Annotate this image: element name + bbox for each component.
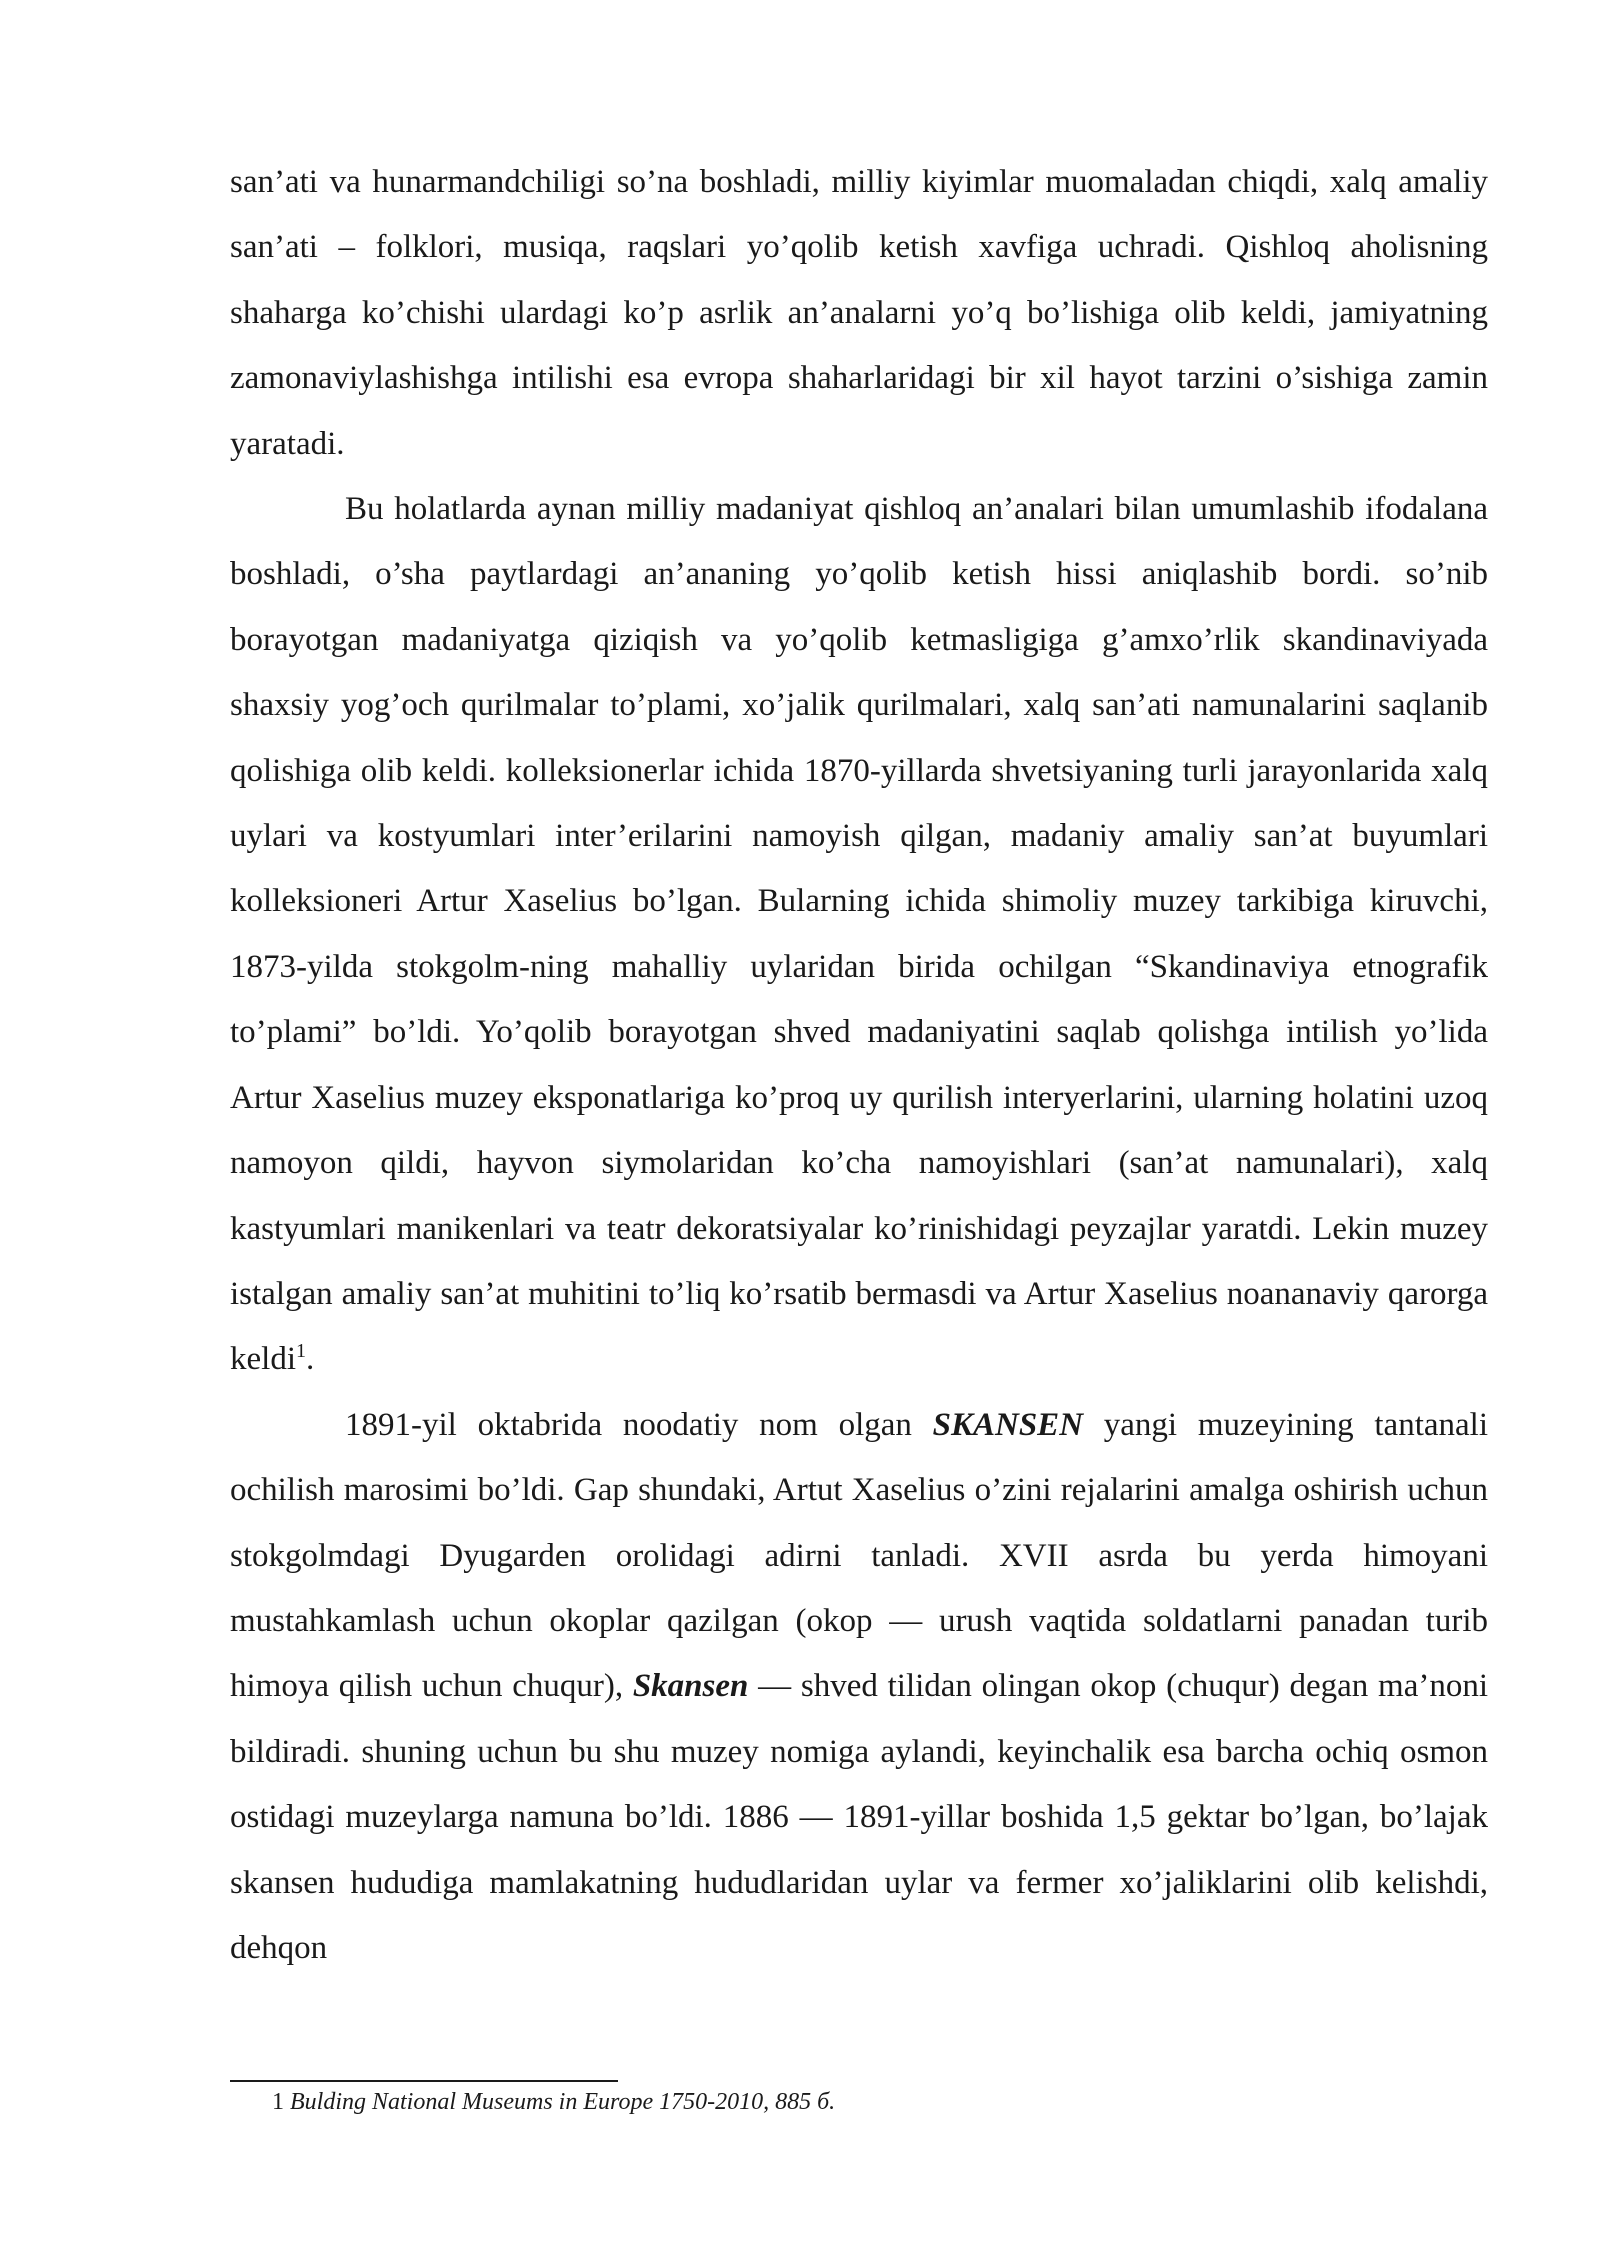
paragraph-3 bbox=[230, 1393, 1488, 1982]
paragraph-1 bbox=[230, 150, 1488, 477]
body-text bbox=[230, 150, 1488, 1981]
paragraph-3-part-2: yangi muzeyining tantanali ochilish marosimi bo’ldi. Gap shundaki, Artut Xaselius o’zini rejalarini amalga oshirish uchun stokgolmdagi Dyugarden orolidagi adirni tanladi. XVII asrda bu yerda himoyani mustahkamlash uchun okoplar qazilgan (okop — urush vaqtida soldatlarni panadan turib himoya qilish uchun chuqur), bbox=[230, 1406, 1488, 1705]
footnote bbox=[272, 2085, 835, 2119]
skansen-emphasis: Skansen bbox=[632, 1668, 749, 1705]
footnote-reference[interactable]: 1 bbox=[295, 1340, 306, 1363]
paragraph-2 bbox=[230, 477, 1488, 1393]
skansen-emphasis-uppercase: SKANSEN bbox=[932, 1406, 1084, 1443]
paragraph-2-text: Bu holatlarda aynan milliy madaniyat qishloq an’analari bilan umumlashib ifodalana boshladi, o’sha paytlardagi an’ananing yo’qolib ketish hissi aniqlashib bordi. so’nib borayotgan madaniyatga qiziqish va yo’qolib ketmasligiga g’amxo’rlik skandinaviyada shaxsiy yog’och qurilmalar to’plami, xo’jalik qurilmalari, xalq san’ati namunalarini saqlanib qolishiga olib keldi. kolleksionerlar ichida 1870-yillarda shvetsiyaning turli jarayonlarida xalq uylari va kostyumlari inter’erilarini namoyish qilgan, madaniy amaliy san’at buyumlari kolleksioneri Artur Xaselius bo’lgan. Bularning ichida shimoliy muzey tarkibiga kiruvchi, 1873-yilda stokgolm-ning mahalliy uylaridan birida ochilgan “Skandinaviya etnografik to’plami” bo’ldi. Yo’qolib borayotgan shved madaniyatini saqlab qolishga intilish yo’lida Artur Xaselius muzey eksponatlariga ko’proq uy qurilish interyerlarini, ularning holatini uzoq namoyon qildi, hayvon siymolaridan ko’cha namoyishlari (san’at namunalari), xalq kastyumlari manikenlari va teatr dekoratsiyalar ko’rinishidagi peyzajlar yaratdi. Lekin muzey istalgan amaliy san’at muhitini to’liq ko’rsatib bermasdi va Artur Xaselius noananaviy qarorga keldi bbox=[230, 491, 1488, 1378]
paragraph-3-part-3: — shved tilidan olingan okop (chuqur) degan ma’noni bildiradi. shuning uchun bu shu muzey nomiga aylandi, keyinchalik esa barcha ochiq osmon ostidagi muzeylarga namuna bo’ldi. 1886 — 1891-yillar boshida 1,5 gektar bo’lgan, bo’lajak skansen hududiga mamlakatning hududlaridan uylar va fermer xo’jaliklarini olib kelishdi, dehqon bbox=[230, 1668, 1488, 1966]
footnote-separator bbox=[230, 2080, 618, 2082]
paragraph-2-end: . bbox=[305, 1341, 315, 1378]
paragraph-1-text: san’ati va hunarmandchiligi so’na boshladi, milliy kiyimlar muomaladan chiqdi, xalq amaliy san’ati – folklori, musiqa, raqslari yo’qolib ketish xavfiga uchradi. Qishloq aholisning shaharga ko’chishi ulardagi ko’p asrlik an’analarni yo’q bo’lishiga olib keldi, jamiyatning zamonaviylashishga intilishi esa evropa shaharlaridagi bir xil hayot tarzini o’sishiga zamin yaratadi. bbox=[230, 164, 1488, 462]
footnote-text: Bulding National Museums in Europe 1750-2010, 885 б. bbox=[290, 2089, 836, 2115]
footnote-number: 1 bbox=[272, 2089, 284, 2115]
paragraph-3-part-1: 1891-yil oktabrida noodatiy nom olgan bbox=[345, 1406, 933, 1443]
